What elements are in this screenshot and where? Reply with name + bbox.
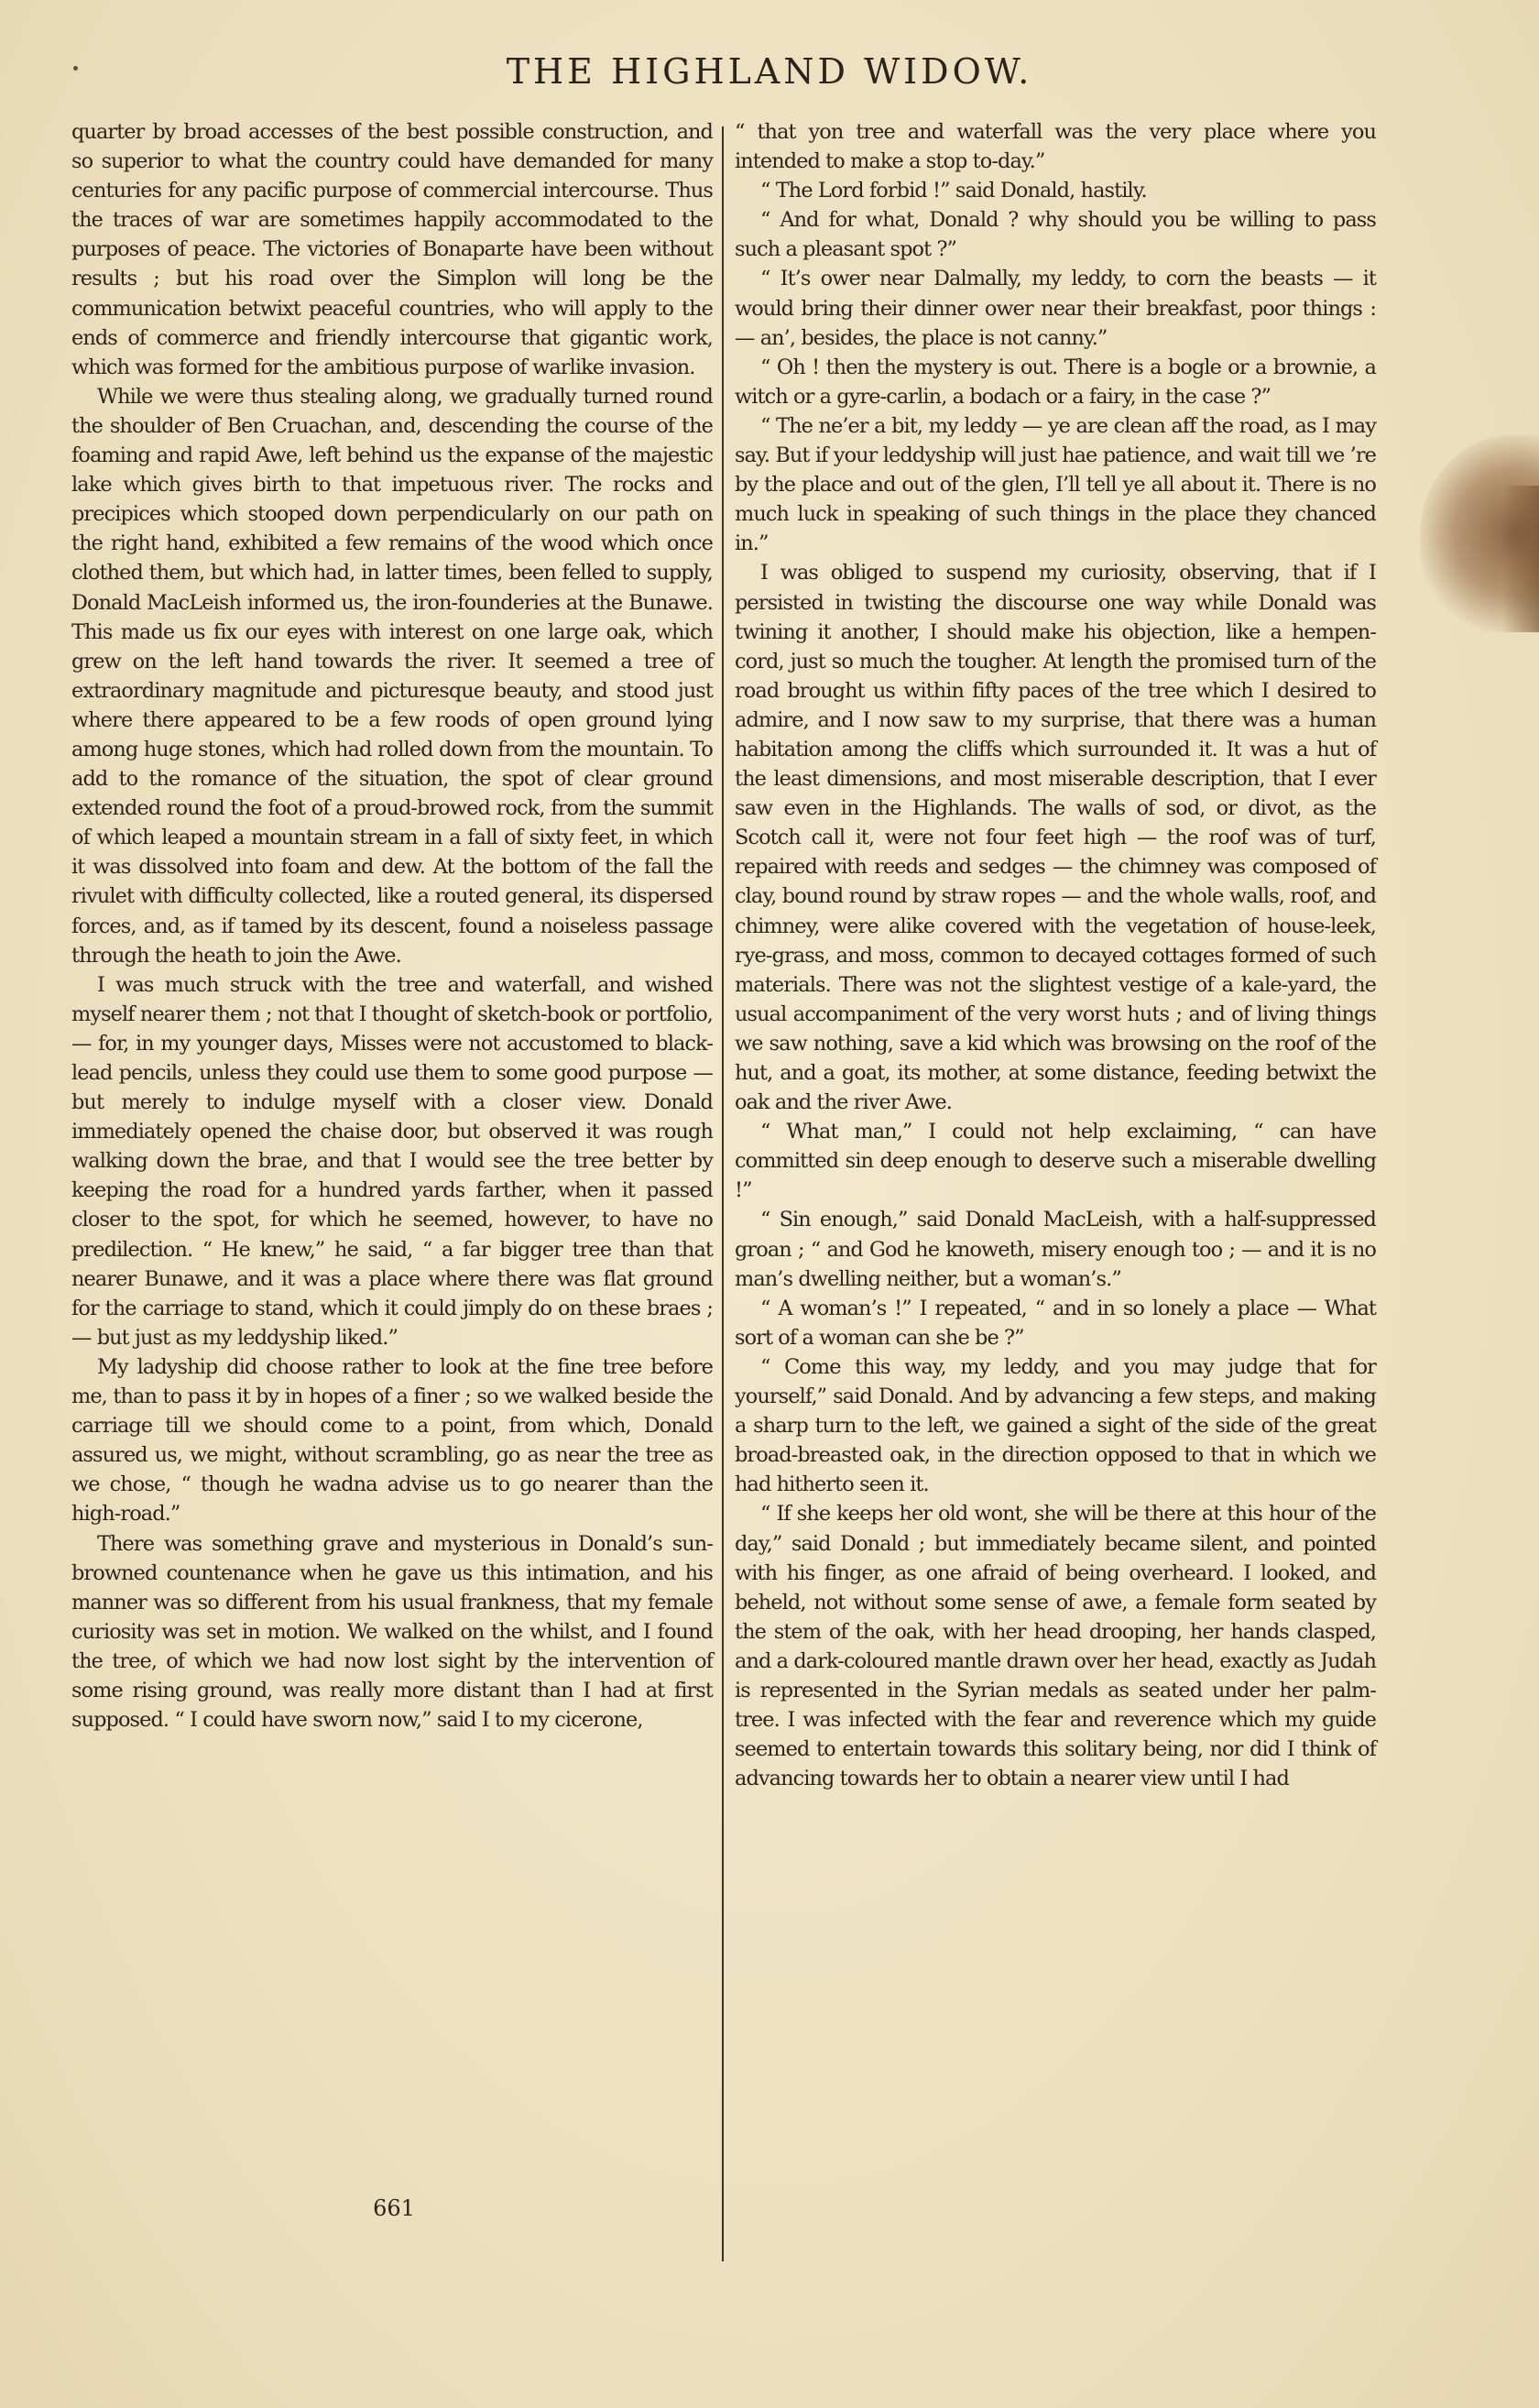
paragraph: “ And for what, Donald ? why should you be willing to pass such a pleasant spot ?”: [735, 208, 1376, 262]
page-number: 661: [373, 2195, 415, 2221]
paragraph: “ The Lord forbid !” said Donald, hastily.: [760, 179, 1147, 203]
paragraph: I was obliged to suspend my curiosity, observing, that if I persisted in twisting the discourse one way while Donald was twining it another, I should make his objection, like a hempen-cord, just so much the tougher. At length the promised turn of the road brought us within fifty paces of the tree which I desired to admire, and I now saw to my surprise, that there was a human habitation among the cliffs which surrounded it. It was a hut of the least dimensions, and most miserable description, that I ever saw even in the Highlands. The walls of sod, or divot, as the Scotch call it, were not four feet high — the roof was of turf, repaired with reeds and sedges — the chimney was composed of clay, bound round by straw ropes — and the whole walls, roof, and chimney, were alike covered with the vegetation of house-leek, rye-grass, and moss, common to decayed cottages formed of such materials. There was not the slightest vestige of a kale-yard, the usual accompaniment of the very worst huts ; and of living things we saw nothing, save a kid which was browsing on the roof of the hut, and a goat, its mother, at some distance, feeding betwixt the oak and the river Awe.: [735, 561, 1376, 1115]
paragraph: “ If she keeps her old wont, she will be there at this hour of the day,” said Donald ; but immediately became silent, and pointed with his finger, as one afraid of being overheard. I looked, and beheld, not without some sense of awe, a female form seated by the stem of the oak, with her head drooping, her hands clasped, and a dark-coloured mantle drawn over her head, exactly as Judah is represented in the Syrian medals as seated under her palm-tree. I was infected with the fear and reverence which my guide seemed to entertain towards this solitary being, nor did I think of advancing towards her to obtain a nearer view until I had: [735, 1502, 1376, 1791]
running-head: THE HIGHLAND WIDOW.: [506, 51, 1033, 92]
paragraph: There was something grave and mysterious in Donald’s sun-browned countenance when he gave us this intimation, and his manner was so different from his usual frankness, that my female curiosity was set in motion. We walked on the whilst, and I found the tree, of which we had now lost sight by the intervention of some rising ground, was really more distant than I had at first supposed. “ I could have sworn now,” said I to my cicerone,: [71, 1531, 713, 1733]
paragraph: “ What man,” I could not help exclaiming, “ can have committed sin deep enough to deserve such a miserable dwelling !”: [735, 1120, 1376, 1203]
paragraph: I was much struck with the tree and waterfall, and wished myself nearer them ; not that I thought of sketch-book or portfolio, — for, in my younger days, Misses were not accustomed to black-lead pencils, unless they could use them to some good purpose — but merely to indulge myself with a closer view. Donald immediately opened the chaise door, but observed it was rough walking down the brae, and that I would see the tree better by keeping the road for a hundred yards farther, when it passed closer to the spot, for which he seemed, however, to have no predilection. “ He knew,” he said, “ a far bigger tree than that nearer Bunawe, and it was a place where there was flat ground for the carriage to stand, which it could jimply do on these braes ; — but just as my leddyship liked.”: [71, 972, 713, 1350]
paragraph: “ The ne’er a bit, my leddy — ye are clean aff the road, as I may say. But if your leddyship will just hae patience, and wait till we ’re by the place and out of the glen, I’ll tell ye all about it. There is no much luck in speaking of such things in the place they chanced in.”: [735, 413, 1376, 556]
paragraph: While we were thus stealing along, we gradually turned round the shoulder of Ben Cruachan, and, descending the course of the foaming and rapid Awe, left behind us the expanse of the majestic lake which gives birth to that impetuous river. The rocks and precipices which stooped down perpendicularly on our path on the right hand, exhibited a few remains of the wood which once clothed them, but which had, in latter times, been felled to supply, Donald MacLeish informed us, the iron-founderies at the Bunawe. This made us fix our eyes with interest on one large oak, which grew on the left hand towards the river. It seemed a tree of extraordinary magnitude and picturesque beauty, and stood just where there appeared to be a few roods of open ground lying among huge stones, which had rolled down from the mountain. To add to the romance of the situation, the spot of clear ground extended round the foot of a proud-browed rock, from the summit of which leaped a mountain stream in a fall of sixty feet, in which it was dissolved into foam and dew. At the bottom of the fall the rivulet with difficulty collected, like a routed general, its dispersed forces, and, as if tamed by its descent, found a noiseless passage through the heath to join the Awe.: [71, 384, 713, 968]
column-divider: [722, 126, 724, 2261]
right-column: [735, 117, 1376, 1793]
paragraph: “ Oh ! then the mystery is out. There is a bogle or a brownie, a witch or a gyre-carlin, a bodach or a fairy, in the case ?”: [735, 355, 1376, 409]
paragraph: “ A woman’s !” I repeated, “ and in so lonely a place — What sort of a woman can she be ?”: [735, 1296, 1376, 1350]
paragraph: “ It’s ower near Dalmally, my leddy, to corn the beasts — it would bring their dinner ower near their breakfast, poor things : — an’, besides, the place is not canny.”: [735, 267, 1376, 350]
paragraph: My ladyship did choose rather to look at the fine tree before me, than to pass it by in hopes of a finer ; so we walked beside the carriage till we should come to a point, from which, Donald assured us, we might, without scrambling, go as near the tree as we chose, “ though he wadna advise us to go nearer than the high-road.”: [71, 1354, 713, 1527]
left-column: [71, 117, 713, 1735]
paragraph: “ Sin enough,” said Donald MacLeish, with a half-suppressed groan ; “ and God he knoweth, misery enough too ; — and it is no man’s dwelling neither, but a woman’s.”: [735, 1208, 1376, 1291]
paragraph: “ that yon tree and waterfall was the very place where you intended to make a stop to-day.”: [735, 120, 1376, 174]
paragraph: “ Come this way, my leddy, and you may judge that for yourself,” said Donald. And by advancing a few steps, and making a sharp turn to the left, we gained a sight of the side of the great broad-breasted oak, in the direction opposed to that in which we had hitherto seen it.: [735, 1354, 1376, 1497]
paper-stain-edge: [1502, 486, 1539, 632]
paragraph: quarter by broad accesses of the best possible construction, and so superior to what the country could have demanded for many centuries for any pacific purpose of commercial intercourse. Thus the traces of war are sometimes happily accommodated to the purposes of peace. The victories of Bonaparte have been without results ; but his road over the Simplon will long be the communication betwixt peaceful countries, who will apply to the ends of commerce and friendly intercourse that gigantic work, which was formed for the ambitious purpose of warlike invasion.: [71, 120, 713, 379]
